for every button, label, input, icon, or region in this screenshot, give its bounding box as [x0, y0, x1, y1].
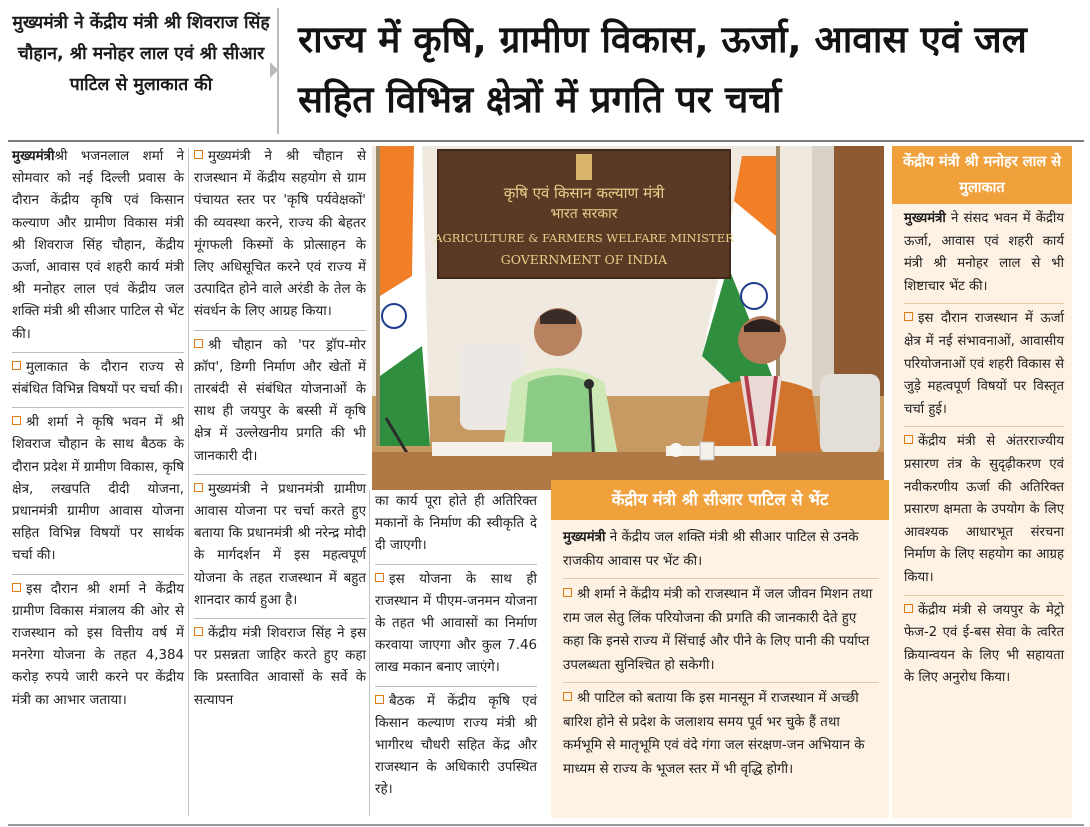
kicker-heading: मुख्यमंत्री ने केंद्रीय मंत्री श्री शिवराज सिंह चौहान, श्री मनोहर लाल एवं श्री सीआर पाटिल से मुलाकात की — [12, 13, 270, 95]
manohar-paragraph-2 — [904, 303, 1064, 421]
col2-text-1: मुख्यमंत्री ने श्री चौहान से राजस्थान में केंद्रीय सहयोग से ग्राम पंचायत स्तर पर 'कृषि पर्यवेक्षकों' की व्यवस्था करने, राज्य की बेहतर मूंगफली किस्मों के प्रोत्साहन के लिए अधिसूचित करने एवं राज्य में उत्पादित होने वाले अरंडी के तेल के संवर्धन के लिए आग्रह किया। — [194, 149, 366, 320]
col3-paragraph-1 — [375, 491, 537, 558]
bullet-square-icon — [12, 583, 21, 592]
bullet-square-icon — [904, 604, 913, 613]
lead-word: मुख्यमंत्री — [904, 211, 946, 226]
plaque-line-4: GOVERNMENT OF INDIA — [500, 252, 668, 267]
column-3 — [375, 491, 537, 808]
bullet-square-icon — [375, 695, 384, 704]
manohar-paragraph-1 — [904, 208, 1064, 298]
col1-paragraph-2 — [12, 352, 184, 401]
bullet-square-icon — [12, 361, 21, 370]
plaque-line-2: भारत सरकार — [550, 206, 618, 222]
col1-paragraph-4 — [12, 574, 184, 712]
kicker-arrow-icon — [270, 62, 278, 78]
manohar-text-4: केंद्रीय मंत्री से जयपुर के मेट्रो फेज-2 एवं ई-बस सेवा के त्वरित क्रियान्वयन के लिए भी सहायता के लिए अनुरोध किया। — [904, 602, 1064, 686]
patil-meeting-box — [551, 480, 889, 818]
patil-paragraph-2 — [563, 578, 879, 677]
manohar-box-title: केंद्रीय मंत्री श्री मनोहर लाल से मुलाकात — [892, 146, 1072, 204]
col3-text-1: का कार्य पूरा होते ही अतिरिक्त मकानों के निर्माण की स्वीकृति दे दी जाएगी। — [375, 494, 537, 554]
patil-paragraph-1 — [563, 526, 879, 573]
patil-text-1: ने केंद्रीय जल शक्ति मंत्री श्री सीआर पाटिल से उनके राजकीय आवास पर भेंट की। — [563, 530, 859, 569]
lead-word: मुख्यमंत्री — [563, 530, 606, 545]
column-2 — [194, 146, 366, 718]
col1-paragraph-1 — [12, 146, 184, 346]
patil-box-body — [551, 520, 889, 781]
patil-box-title: केंद्रीय मंत्री श्री सीआर पाटिल से भेंट — [551, 480, 889, 520]
column-divider — [188, 148, 189, 816]
manohar-text-2: इस दौरान राजस्थान में ऊर्जा क्षेत्र में नई संभावनाओं, आवासीय परियोजनाओं एवं शहरी विकास से जुड़े महत्वपूर्ण विषयों पर विस्तृत चर्चा हुई। — [904, 311, 1064, 417]
patil-text-3: श्री पाटिल को बताया कि इस मानसून में राजस्थान में अच्छी बारिश होने से प्रदेश के जलाशय समय पूर्व भर चुके हैं तथा कर्मभूमि से मातृभूमि एवं वंदे गंगा जल संरक्षण-जन अभियान के माध्यम से राज्य के भूजल स्तर में भी वृद्धि होगी। — [563, 691, 865, 777]
manohar-text-1: ने संसद भवन में केंद्रीय ऊर्जा, आवास एवं शहरी कार्य मंत्री श्री मनोहर लाल से भी शिष्टाचार भेंट की। — [904, 211, 1064, 294]
footer-rule — [8, 824, 1084, 826]
col2-paragraph-1 — [194, 146, 366, 324]
bullet-square-icon — [904, 435, 913, 444]
bullet-square-icon — [563, 692, 572, 701]
meeting-photo-illustration — [372, 146, 884, 490]
col1-text-2: मुलाकात के दौरान राज्य से संबंधित विभिन्न विषयों पर चर्चा की। — [12, 359, 184, 398]
plaque-line-1: कृषि एवं किसान कल्याण मंत्री — [503, 184, 665, 202]
col3-text-3: बैठक में केंद्रीय कृषि एवं किसान कल्याण राज्य मंत्री श्री भागीरथ चौधरी सहित केंद्र और राजस्थान के अधिकारी उपस्थित रहे। — [375, 693, 537, 798]
manohar-paragraph-4 — [904, 595, 1064, 690]
manohar-paragraph-3 — [904, 426, 1064, 589]
manohar-meeting-box — [892, 146, 1072, 818]
col3-paragraph-3 — [375, 686, 537, 802]
bullet-square-icon — [194, 483, 203, 492]
col1-text-3: श्री शर्मा ने कृषि भवन में श्री शिवराज चौहान के साथ बैठक के दौरान प्रदेश में ग्रामीण विकास, कृषि क्षेत्र, लखपति दीदी योजना, प्रधानमंत्री ग्रामीण आवास योजना सहित विभिन्न विषयों पर सार्थक चर्चा की। — [12, 415, 184, 564]
col2-paragraph-2 — [194, 330, 366, 468]
column-1 — [12, 146, 184, 718]
plaque-line-3: AGRICULTURE & FARMERS WELFARE MINISTER — [434, 231, 734, 245]
col1-paragraph-3 — [12, 407, 184, 567]
bullet-square-icon — [194, 339, 203, 348]
main-headline: राज्य में कृषि, ग्रामीण विकास, ऊर्जा, आवास एवं जल सहित विभिन्न क्षेत्रों में प्रगति पर चर्चा — [298, 18, 1027, 121]
bullet-square-icon — [375, 573, 384, 582]
col1-text-4: इस दौरान श्री शर्मा ने केंद्रीय ग्रामीण विकास मंत्रालय की ओर से राजस्थान को इस वित्तीय वर्ष में मनरेगा योजना के तहत 4,384 करोड़ रुपये जारी करने पर केंद्रीय मंत्री का आभार जताया। — [12, 581, 184, 708]
col3-text-2: इस योजना के साथ ही राजस्थान में पीएम-जनमन योजना के तहत भी आवासों का निर्माण करवाया जाएगा और कुल 7.46 लाख मकान बनाए जाएंगे। — [375, 571, 537, 676]
bullet-square-icon — [904, 312, 913, 321]
bullet-square-icon — [563, 588, 572, 597]
patil-text-2: श्री शर्मा ने केंद्रीय मंत्री को राजस्थान में जल जीवन मिशन तथा राम जल सेतु लिंक परियोजना की प्रगति की जानकारी देते हुए कहा कि इनसे राज्य में सिंचाई और पीने के लिए पानी की पर्याप्त उपलब्धता सुनिश्चित हो सकेगी। — [563, 587, 873, 673]
bullet-square-icon — [12, 416, 21, 425]
col2-paragraph-3 — [194, 474, 366, 612]
header-rule — [8, 140, 1084, 142]
col1-text-1: श्री भजनलाल शर्मा ने सोमवार को नई दिल्ली प्रवास के दौरान केंद्रीय कृषि एवं किसान कल्याण और ग्रामीण विकास मंत्री श्री शिवराज सिंह चौहान, केंद्रीय ऊर्जा, आवास एवं शहरी कार्य मंत्री श्री मनोहर लाल एवं केंद्रीय जल शक्ति मंत्री श्री सीआर पाटिल से भेंट की। — [12, 149, 185, 342]
col2-text-2: श्री चौहान को 'पर ड्रॉप-मोर क्रॉप', डिग्गी निर्माण और खेतों में तारबंदी से संबंधित योजनाओं के साथ ही जयपुर के बस्सी में कृषि क्षेत्र में उल्लेखनीय प्रगति की भी जानकारी दी। — [194, 337, 366, 464]
column-divider — [369, 490, 370, 816]
meeting-photo — [372, 146, 884, 490]
col2-paragraph-4 — [194, 618, 366, 712]
lead-word: मुख्यमंत्री — [12, 149, 55, 164]
col3-paragraph-2 — [375, 564, 537, 680]
manohar-box-body — [892, 204, 1072, 690]
bullet-square-icon — [194, 627, 203, 636]
bullet-square-icon — [194, 150, 203, 159]
manohar-text-3: केंद्रीय मंत्री से अंतरराज्यीय प्रसारण तंत्र के सुदृढ़ीकरण एवं नवीकरणीय ऊर्जा की अतिरिक्त प्रसारण क्षमता के उपयोग के लिए आवश्यक आधारभूत संरचना निर्माण के लिए सहयोग का आग्रह किया। — [904, 434, 1064, 585]
col2-text-4: केंद्रीय मंत्री शिवराज सिंह ने इस पर प्रसन्नता जाहिर करते हुए कहा कि प्रस्तावित आवासों के सर्वे के सत्यापन — [194, 626, 366, 708]
patil-paragraph-3 — [563, 682, 879, 781]
col2-text-3: मुख्यमंत्री ने प्रधानमंत्री ग्रामीण आवास योजना पर चर्चा करते हुए बताया कि प्रधानमंत्री श्री नरेन्द्र मोदी के मार्गदर्शन में इस महत्वपूर्ण योजना के तहत राजस्थान में बहुत शानदार कार्य हुआ है। — [194, 481, 366, 608]
